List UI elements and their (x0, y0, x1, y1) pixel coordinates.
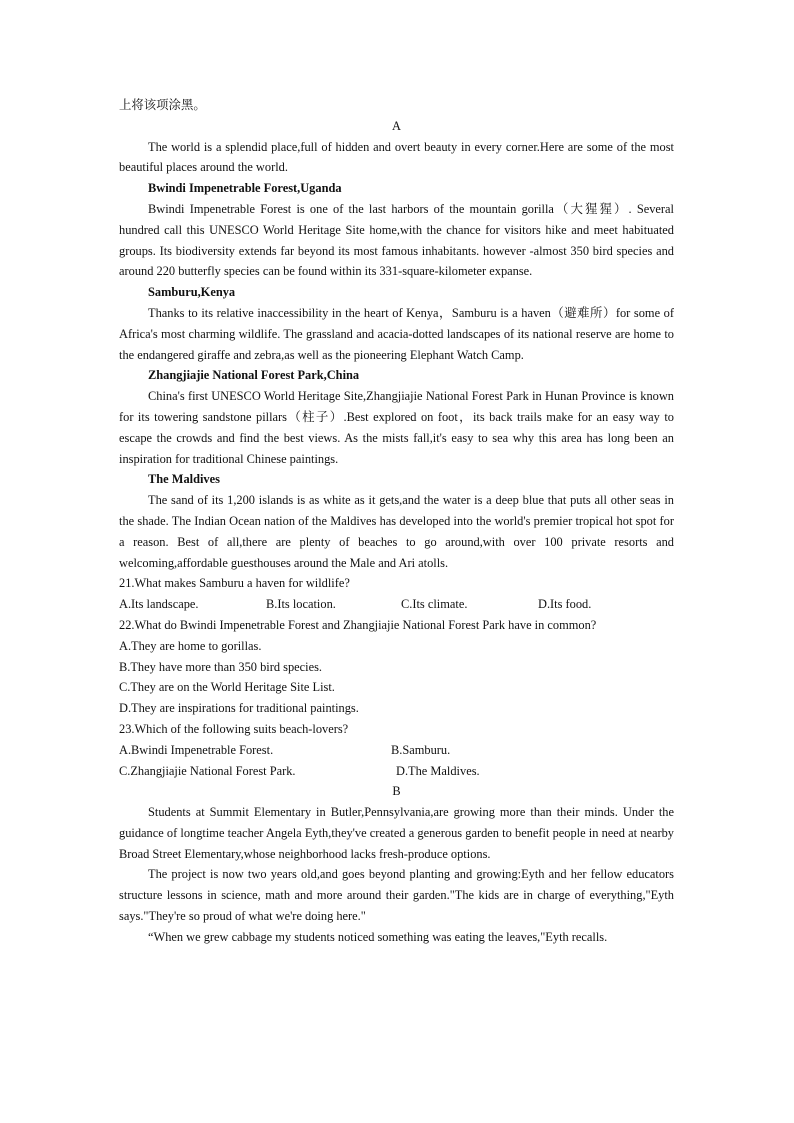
section-b-paragraph-3: “When we grew cabbage my students noticed something was eating the leaves,"Eyth recalls. (148, 929, 608, 944)
q21-option-b: B.Its location. (266, 597, 336, 612)
place-heading-zhangjiajie: Zhangjiajie National Forest Park,China (148, 368, 360, 383)
section-a-label: A (392, 118, 401, 133)
section-a-intro: The world is a splendid place,full of hidden and overt beauty in every corner.Here are some of the most beautiful places around the world. (119, 139, 674, 175)
q21-option-c: C.Its climate. (401, 597, 468, 612)
section-b-label: B (392, 784, 401, 799)
place-text-samburu: Thanks to its relative inaccessibility in the heart of Kenya，Samburu is a haven（避难所）for some of Africa's most charming wildlife. The grassland and acacia-dotted landscapes of its national reserve are home to the endangered giraffe and zebra,as well as the pioneering Elephant Watch Camp. (119, 305, 674, 362)
q22-option-b: B.They have more than 350 bird species. (119, 659, 323, 674)
section-b-paragraph-1: Students at Summit Elementary in Butler,Pennsylvania,are growing more than their minds. Under the guidance of longtime teacher Angela Eyth,they've created a generous garden to benefit people in need at nearby Broad Street Elementary,whose neighborhood lacks fresh-produce options. (119, 805, 674, 861)
q23-option-d: D.The Maldives. (396, 763, 480, 778)
q22-option-a: A.They are home to gorillas. (119, 638, 262, 653)
question-21-options (119, 594, 674, 615)
question-23-options-row2 (119, 761, 674, 782)
q23-option-a: A.Bwindi Impenetrable Forest. (119, 742, 274, 757)
q23-option-c: C.Zhangjiajie National Forest Park. (119, 763, 296, 778)
place-text-zhangjiajie: China's first UNESCO World Heritage Site,Zhangjiajie National Forest Park in Hunan Province is known for its towering sandstone pillars（柱子）.Best explored on foot，its back trails make for an easy way to escape the crowds and find the best views. As the mists fall,it's easy to sea why this area has long been an inspiration for traditional Chinese paintings. (119, 389, 674, 466)
question-23-options-row1 (119, 740, 674, 761)
q22-option-d: D.They are inspirations for traditional paintings. (119, 701, 359, 716)
document-page (119, 95, 674, 948)
section-b-paragraph-2: The project is now two years old,and goes beyond planting and growing:Eyth and her fellow educators structure lessons in science, math and more around their garden."The kids are in charge of everything,"Eyth says."They're so proud of what we're doing here." (119, 867, 674, 924)
question-21: 21.What makes Samburu a haven for wildlife? (119, 576, 350, 591)
instruction-tail: 上将该项涂黑。 (119, 98, 206, 112)
place-text-bwindi: Bwindi Impenetrable Forest is one of the last harbors of the mountain gorilla（大猩猩）. Several hundred call this UNESCO World Heritage Site home,with the chance for visitors hike and meet habituated groups. Its biodiversity extends far beyond its most famous inhabitants. however -almost 350 bird species and around 220 butterfly species can be found within its 331-square-kilometer expanse. (119, 201, 674, 279)
q22-option-c: C.They are on the World Heritage Site List. (119, 680, 335, 695)
q23-option-b: B.Samburu. (391, 742, 451, 757)
place-heading-bwindi: Bwindi Impenetrable Forest,Uganda (148, 181, 342, 196)
question-23: 23.Which of the following suits beach-lovers? (119, 721, 349, 736)
q21-option-d: D.Its food. (538, 597, 592, 612)
q21-option-a: A.Its landscape. (119, 597, 199, 612)
place-text-maldives: The sand of its 1,200 islands is as white as it gets,and the water is a deep blue that puts all other seas in the shade. The Indian Ocean nation of the Maldives has developed into the world's premier tropical hot spot for a reason. Best of all,there are plenty of beaches to go around,with over 100 private resorts and welcoming,affordable guesthouses around the Male and Ari atolls. (119, 493, 674, 570)
place-heading-samburu: Samburu,Kenya (148, 285, 236, 300)
place-heading-maldives: The Maldives (148, 472, 220, 487)
question-22: 22.What do Bwindi Impenetrable Forest and Zhangjiajie National Forest Park have in common? (119, 617, 597, 632)
